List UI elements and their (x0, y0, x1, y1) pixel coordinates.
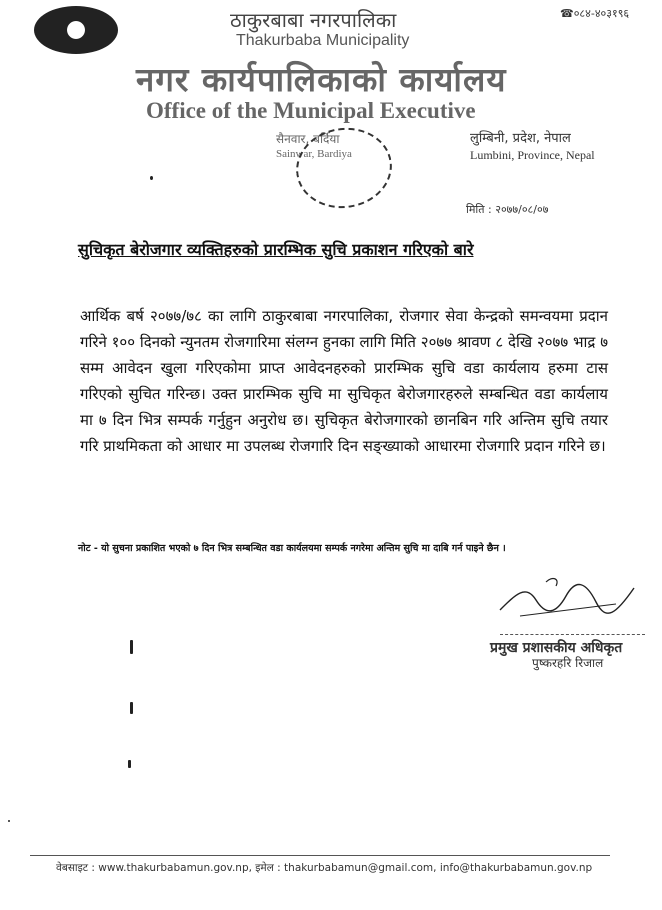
letter-body: आर्थिक बर्ष २०७७/७८ का लागि ठाकुरबाबा नगरपालिका, रोजगार सेवा केन्द्रको समन्वयमा प्रदान गरिने १०० दिनको न्युनतम रोजगारिमा संलग्न हुनका लागि मिति २०७७ श्रावण ८ देखि २०७७ भाद्र ७ सम्म आवेदन खुला गरिएकोमा प्राप्त आवेदनहरुको प्रारम्भिक सुचि वडा कार्यलाय हरुमा टास गरिएको सुचित गरिन्छ। उक्त प्रारम्भिक सुचि मा सुचिकृत बेरोजगारहरुले सम्बन्धित वडा कार्यलाय मा ७ दिन भित्र सम्पर्क गर्नुहुन अनुरोध छ। सुचिकृत बेरोजगारको छानबिन गरि अन्तिम सुचि तयार गरि प्राथमिकता को आधार मा उपलब्ध रोजगारि दिन सङ्ख्याको आधारमा रोजगारि प्रदान गरिने छ। (80, 307, 608, 455)
footer-contact: वेबसाइट : www.thakurbabamun.gov.np, इमेल : thakurbabamun@gmail.com, info@thakurbabamun.gov.np (56, 862, 593, 874)
signatory-name: पुष्करहरि रिजाल (532, 656, 604, 670)
signature-line (500, 634, 645, 635)
signature-scribble (496, 574, 640, 622)
location-right-en: Lumbini, Province, Nepal (470, 148, 595, 162)
office-title-en: Office of the Municipal Executive (146, 98, 476, 123)
municipality-logo (34, 6, 118, 54)
letter-date: मिति : २०७७/०८/०७ (466, 203, 549, 216)
letter-subject: सुचिकृत बेरोजगार व्यक्तिहरुको प्रारम्भिक सुचि प्रकाशन गरिएको बारे (78, 240, 474, 259)
location-right-np: लुम्बिनी, प्रदेश, नेपाल (470, 131, 571, 146)
municipality-name-np: ठाकुरबाबा नगरपालिका (230, 8, 397, 32)
signatory-title: प्रमुख प्रशासकीय अधिकृत (490, 640, 623, 656)
location-left-np: सैनवार, बर्दिया (276, 132, 340, 146)
letter-note: नोट - यो सुचना प्रकाशित भएको ७ दिन भित्र सम्बन्धित वडा कार्यलयमा सम्पर्क नगरेमा अन्तिम सुचि मा दाबि गर्न पाइने छैन । (78, 543, 506, 554)
phone-number: ☎०८४-४०३१९६ (560, 7, 630, 20)
footer-divider (30, 855, 610, 856)
location-left-en: Sainwar, Bardiya (276, 148, 352, 160)
municipality-name-en: Thakurbaba Municipality (236, 32, 410, 49)
office-title-np: नगर कार्यपालिकाको कार्यालय (136, 60, 507, 99)
